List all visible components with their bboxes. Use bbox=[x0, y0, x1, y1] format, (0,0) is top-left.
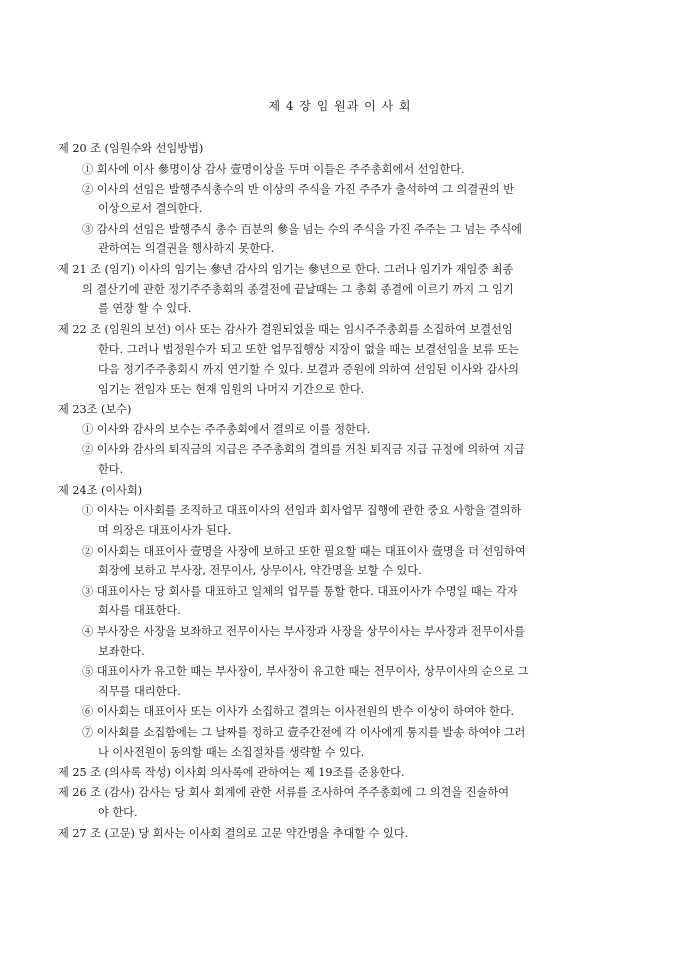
article-25: 제 25 조 (의사록 작성) 이사회 의사록에 관하여는 제 19조를 준용한다. bbox=[58, 766, 405, 779]
article-22-cont-3: 임기는 전임자 또는 현재 임원의 나머지 기간으로 한다. bbox=[98, 383, 365, 396]
article-22-cont-2: 다음 정기주주총회시 까지 연기할 수 있다. 보결과 증원에 의하여 선임된 이사와 감사의 bbox=[98, 363, 519, 376]
article-24-heading: 제 24조 (이사회) bbox=[58, 484, 143, 497]
article-24-clause-2: ② 이사회는 대표이사 壹명을 사장에 보하고 또한 필요할 때는 대표이사 壹명을 더 선임하여 bbox=[82, 545, 526, 558]
article-24-clause-3: ③ 대표이사는 당 회사를 대표하고 일체의 업무를 통할 한다. 대표이사가 수명일 때는 각자 bbox=[82, 585, 518, 598]
article-21-cont-2: 를 연장 할 수 있다. bbox=[98, 302, 192, 315]
article-24-clause-1-cont: 며 의장은 대표이사가 된다. bbox=[98, 524, 232, 537]
article-22-cont-1: 한다. 그러나 법정원수가 되고 또한 업무집행상 지장이 없을 때는 보결선임을 보류 또는 bbox=[98, 343, 519, 356]
chapter-title: 제 4 장 임 원과 이 사 회 bbox=[268, 99, 412, 113]
article-24-clause-4-cont: 보좌한다. bbox=[98, 645, 145, 658]
article-24-clause-1: ① 이사는 이사회를 조직하고 대표이사의 선임과 회사업무 집행에 관한 중요 사항을 결의하 bbox=[82, 504, 522, 517]
article-20-clause-2: ② 이사의 선임은 발행주식총수의 반 이상의 주식을 가진 주주가 출석하여 그 의결권의 반 bbox=[82, 183, 515, 196]
article-24-clause-7-cont: 나 이사전원이 동의할 때는 소집절차를 생략할 수 있다. bbox=[98, 746, 365, 759]
article-24-clause-3-cont: 회사를 대표한다. bbox=[98, 604, 181, 617]
article-20-clause-2-cont: 이상으로서 결의한다. bbox=[98, 202, 203, 215]
article-20-heading: 제 20 조 (임원수와 선임방법) bbox=[58, 142, 204, 155]
article-21-cont-1: 의 결산기에 관한 정기주주총회의 종결전에 끝날때는 그 총회 종결에 이르기 까지 그 임기 bbox=[82, 283, 514, 296]
article-22: 제 22 조 (임원의 보선) 이사 또는 감사가 결원되었을 때는 임시주주총회를 소집하여 보결선임 bbox=[58, 323, 513, 336]
article-21: 제 21 조 (임기) 이사의 임기는 參년 감사의 임기는 參년으로 한다. 그러나 임기가 재임중 최종 bbox=[58, 263, 514, 276]
article-27: 제 27 조 (고문) 당 회사는 이사회 결의로 고문 약간명을 추대할 수 있다. bbox=[58, 827, 409, 840]
article-24-clause-2-cont: 회장에 보하고 부사장, 전무이사, 상무이사, 약간명을 보할 수 있다. bbox=[98, 564, 422, 577]
article-24-clause-4: ④ 부사장은 사장을 보좌하고 전무이사는 부사장과 사장을 상무이사는 부사장과 전무이사를 bbox=[82, 625, 526, 638]
article-24-clause-6: ⑥ 이사회는 대표이사 또는 이사가 소집하고 결의는 이사전원의 반수 이상이 하여야 한다. bbox=[82, 705, 515, 718]
article-23-heading: 제 23조 (보수) bbox=[58, 403, 132, 416]
article-20-clause-3: ③ 감사의 선임은 발행주식 총수 百분의 參을 넘는 수의 주식을 가진 주주는 그 넘는 주식에 bbox=[82, 223, 522, 236]
article-24-clause-5-cont: 직무를 대리한다. bbox=[98, 685, 181, 698]
article-23-clause-1: ① 이사와 감사의 보수는 주주총회에서 결의로 이를 정한다. bbox=[82, 423, 371, 436]
article-23-clause-2-cont: 한다. bbox=[98, 463, 124, 476]
article-23-clause-2: ② 이사와 감사의 퇴직금의 지급은 주주총회의 결의를 거친 퇴직금 지급 규정에 의하여 지급 bbox=[82, 443, 525, 456]
article-26-cont: 야 한다. bbox=[98, 806, 138, 819]
article-24-clause-5: ⑤ 대표이사가 유고한 때는 부사장이, 부사장이 유고한 때는 전무이사, 상무이사의 순으로 그 bbox=[82, 665, 529, 678]
article-24-clause-7: ⑦ 이사회를 소집함에는 그 날짜를 정하고 壹주간전에 각 이사에게 통지를 발송 하여야 그러 bbox=[82, 726, 526, 739]
article-20-clause-1: ① 회사에 이사 參명이상 감사 壹명이상을 두며 이들은 주주총회에서 선임한다. bbox=[82, 163, 465, 176]
article-26: 제 26 조 (감사) 감사는 당 회사 회계에 관한 서류를 조사하여 주주총회에 그 의견을 진술하여 bbox=[58, 786, 510, 799]
article-20-clause-3-cont: 관하여는 의결권을 행사하지 못한다. bbox=[98, 242, 275, 255]
